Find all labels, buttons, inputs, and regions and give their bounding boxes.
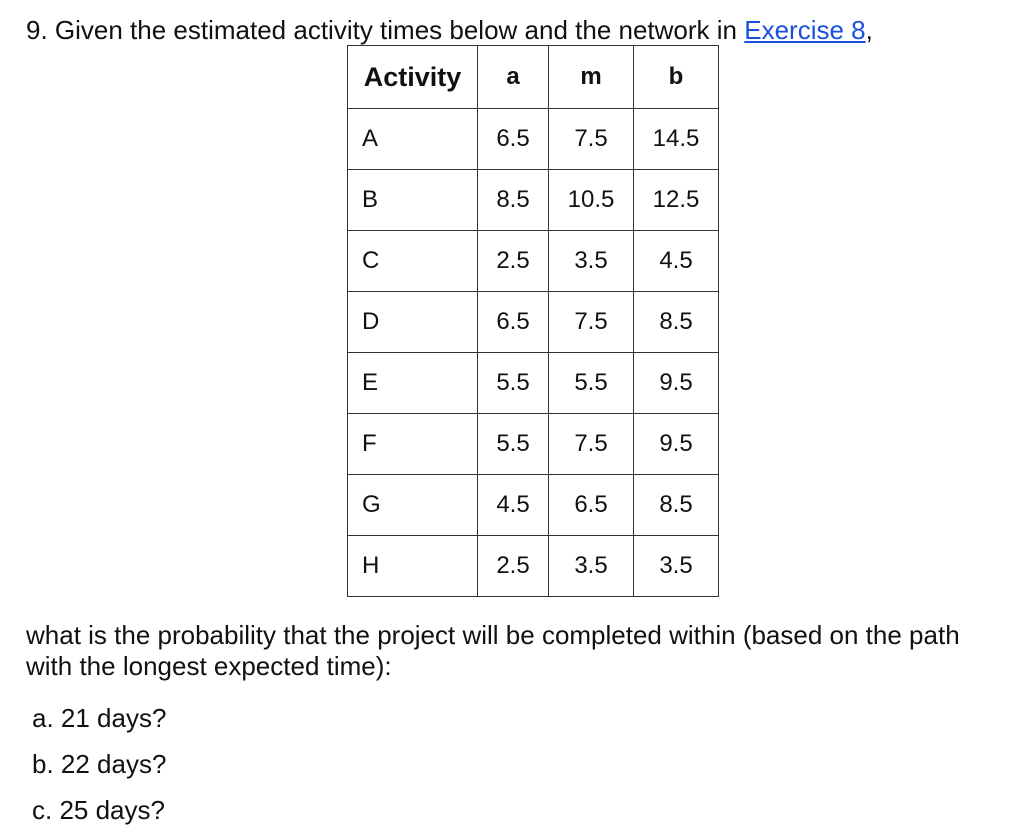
- activity-cell: H: [348, 536, 478, 597]
- answer-options: [32, 695, 166, 833]
- a-cell: 6.5: [478, 109, 549, 170]
- b-cell: 9.5: [634, 353, 719, 414]
- a-cell: 6.5: [478, 292, 549, 353]
- activity-cell: B: [348, 170, 478, 231]
- option-b: b. 22 days?: [32, 749, 167, 779]
- activity-cell: G: [348, 475, 478, 536]
- a-cell: 4.5: [478, 475, 549, 536]
- activity-cell: F: [348, 414, 478, 475]
- b-cell: 4.5: [634, 231, 719, 292]
- activity-times-table: [347, 45, 719, 597]
- a-cell: 2.5: [478, 536, 549, 597]
- b-cell: 8.5: [634, 292, 719, 353]
- intro-suffix: ,: [865, 15, 873, 45]
- m-cell: 3.5: [549, 231, 634, 292]
- b-cell: 3.5: [634, 536, 719, 597]
- table-row: [348, 170, 719, 231]
- table-header-row: [348, 46, 719, 109]
- table-row: [348, 231, 719, 292]
- b-cell: 12.5: [634, 170, 719, 231]
- b-cell: 14.5: [634, 109, 719, 170]
- m-cell: 7.5: [549, 292, 634, 353]
- a-cell: 5.5: [478, 414, 549, 475]
- exercise-link[interactable]: Exercise 8: [744, 15, 866, 45]
- m-cell: 6.5: [549, 475, 634, 536]
- b-cell: 8.5: [634, 475, 719, 536]
- header-activity: Activity: [348, 46, 478, 109]
- option-c: c. 25 days?: [32, 795, 165, 825]
- option-a: a. 21 days?: [32, 703, 167, 733]
- table-row: [348, 536, 719, 597]
- activity-cell: C: [348, 231, 478, 292]
- m-cell: 7.5: [549, 414, 634, 475]
- header-b: b: [634, 46, 719, 109]
- m-cell: 10.5: [549, 170, 634, 231]
- table-row: [348, 414, 719, 475]
- table-row: [348, 475, 719, 536]
- table-row: [348, 353, 719, 414]
- activity-cell: E: [348, 353, 478, 414]
- m-cell: 7.5: [549, 109, 634, 170]
- b-cell: 9.5: [634, 414, 719, 475]
- a-cell: 5.5: [478, 353, 549, 414]
- activity-cell: A: [348, 109, 478, 170]
- header-a: a: [478, 46, 549, 109]
- a-cell: 2.5: [478, 231, 549, 292]
- table-row: [348, 109, 719, 170]
- activity-cell: D: [348, 292, 478, 353]
- header-m: m: [549, 46, 634, 109]
- question-text: what is the probability that the project will be completed within (based on the path with the longest expected time):: [26, 620, 960, 681]
- a-cell: 8.5: [478, 170, 549, 231]
- m-cell: 3.5: [549, 536, 634, 597]
- m-cell: 5.5: [549, 353, 634, 414]
- problem-intro: [26, 12, 873, 48]
- table-row: [348, 292, 719, 353]
- intro-text: 9. Given the estimated activity times below and the network in: [26, 15, 745, 45]
